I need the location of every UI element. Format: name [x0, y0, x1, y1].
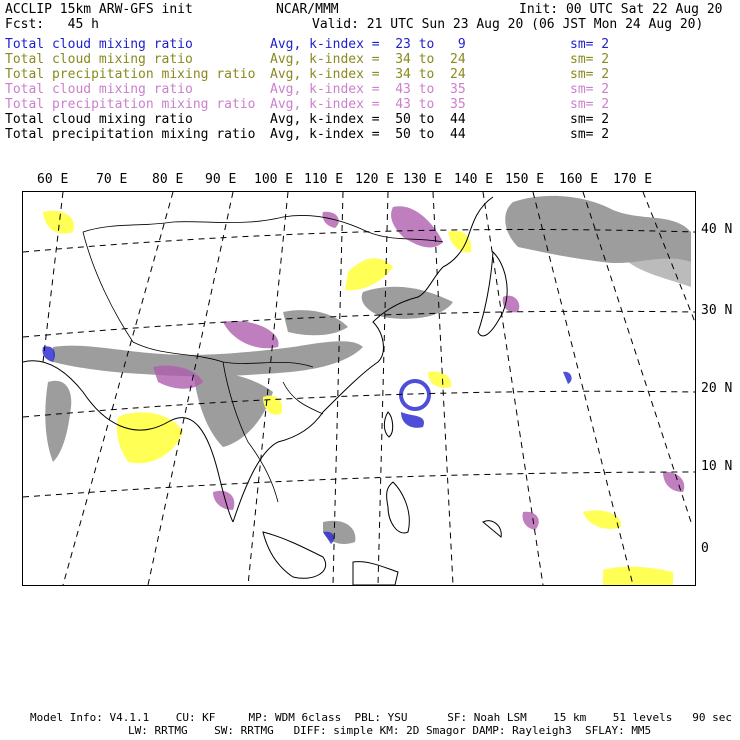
lat-label: 20 N	[701, 381, 733, 396]
legend-field-name: Total cloud mixing ratio	[5, 82, 193, 97]
lon-label: 80 E	[152, 172, 184, 187]
legend-smoothing: sm= 2	[570, 82, 610, 97]
lon-label: 130 E	[403, 172, 443, 187]
lon-label: 110 E	[304, 172, 344, 187]
legend-level-range: Avg, k-index = 43 to 35	[270, 82, 466, 97]
legend-smoothing: sm= 2	[570, 37, 610, 52]
lon-label: 100 E	[254, 172, 294, 187]
legend-field-name: Total precipitation mixing ratio	[5, 67, 256, 82]
legend-row	[5, 127, 735, 142]
legend-row	[5, 67, 735, 82]
lat-label: 30 N	[701, 303, 733, 318]
forecast-hour: Fcst: 45 h	[5, 17, 99, 32]
legend-row	[5, 112, 735, 127]
map-canvas	[23, 192, 695, 585]
legend-smoothing: sm= 2	[570, 67, 610, 82]
lat-label: 40 N	[701, 222, 733, 237]
legend-level-range: Avg, k-index = 34 to 24	[270, 52, 466, 67]
legend-row	[5, 97, 735, 112]
legend-field-name: Total precipitation mixing ratio	[5, 127, 256, 142]
lon-label: 160 E	[559, 172, 599, 187]
legend-row	[5, 82, 735, 97]
lon-label: 70 E	[96, 172, 128, 187]
legend-field-name: Total precipitation mixing ratio	[5, 97, 256, 112]
legend-row	[5, 52, 735, 67]
legend-field-name: Total cloud mixing ratio	[5, 37, 193, 52]
lat-label: 0	[701, 541, 709, 556]
map-panel	[22, 191, 696, 586]
valid-time: Valid: 21 UTC Sun 23 Aug 20 (06 JST Mon 24 Aug 20)	[312, 17, 704, 32]
legend-level-range: Avg, k-index = 34 to 24	[270, 67, 466, 82]
legend-row	[5, 37, 735, 52]
legend-smoothing: sm= 2	[570, 127, 610, 142]
legend-field-name: Total cloud mixing ratio	[5, 52, 193, 67]
lat-label: 10 N	[701, 459, 733, 474]
legend-level-range: Avg, k-index = 50 to 44	[270, 127, 466, 142]
lon-label: 90 E	[205, 172, 237, 187]
cloud-yellow-field	[43, 211, 673, 585]
legend-smoothing: sm= 2	[570, 52, 610, 67]
legend-smoothing: sm= 2	[570, 112, 610, 127]
legend-level-range: Avg, k-index = 23 to 9	[270, 37, 466, 52]
lon-label: 150 E	[505, 172, 545, 187]
center-label: NCAR/MMM	[276, 2, 339, 17]
legend-smoothing: sm= 2	[570, 97, 610, 112]
lon-label: 170 E	[613, 172, 653, 187]
chart-title: ACCLIP 15km ARW-GFS init	[5, 2, 193, 17]
model-info-line2: LW: RRTMG SW: RRTMG DIFF: simple KM: 2D Smagor DAMP: Rayleigh3 SFLAY: MM5	[128, 724, 652, 737]
lon-label: 140 E	[454, 172, 494, 187]
legend-field-name: Total cloud mixing ratio	[5, 112, 193, 127]
legend-level-range: Avg, k-index = 43 to 35	[270, 97, 466, 112]
lon-label: 60 E	[37, 172, 69, 187]
init-time: Init: 00 UTC Sat 22 Aug 20	[519, 2, 723, 17]
legend-level-range: Avg, k-index = 50 to 44	[270, 112, 466, 127]
lon-label: 120 E	[355, 172, 395, 187]
model-info-line1: Model Info: V4.1.1 CU: KF MP: WDM 6class PBL: YSU SF: Noah LSM 15 km 51 levels 90 sec	[30, 711, 732, 724]
